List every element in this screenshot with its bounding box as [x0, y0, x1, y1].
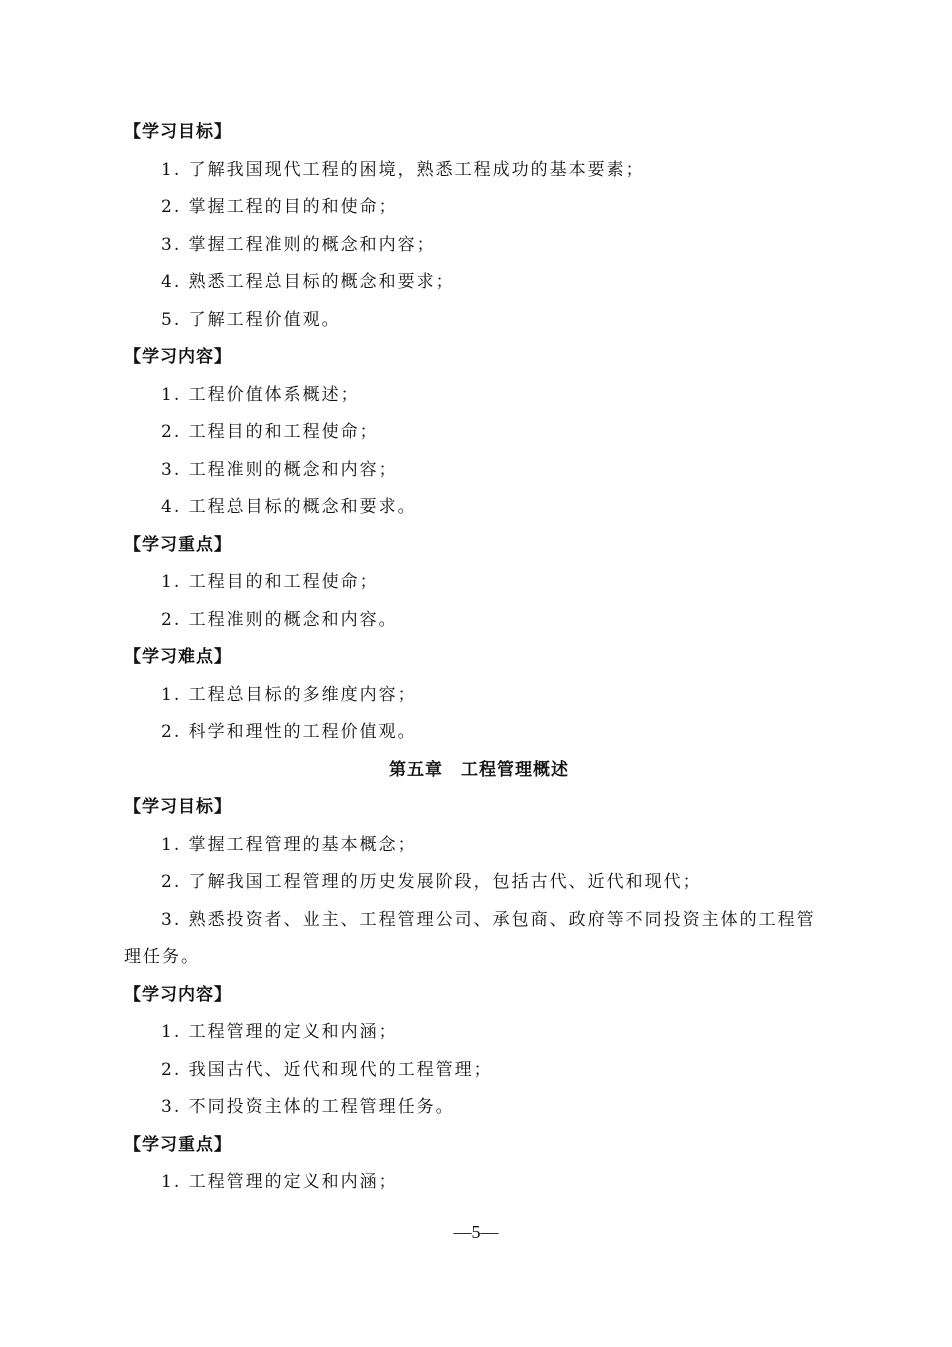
section-heading-objectives: 【学习目标】	[124, 797, 232, 817]
section-heading-objectives: 【学习目标】	[124, 122, 232, 142]
list-item: 3. 掌握工程准则的概念和内容；	[161, 234, 436, 255]
list-item: 2. 工程准则的概念和内容。	[161, 609, 398, 630]
section-heading-content: 【学习内容】	[124, 347, 232, 367]
list-item: 5. 了解工程价值观。	[161, 309, 341, 330]
list-item: 1. 工程管理的定义和内涵；	[161, 1022, 398, 1042]
list-item: 3. 工程准则的概念和内容；	[161, 459, 398, 480]
chapter-title: 第五章 工程管理概述	[389, 759, 569, 780]
section-heading-key-points: 【学习重点】	[124, 534, 232, 555]
list-item: 1. 工程总目标的多维度内容；	[161, 684, 417, 705]
page-content	[124, 114, 834, 1202]
section-heading-key-points: 【学习重点】	[124, 1134, 232, 1155]
list-item: 4. 工程总目标的概念和要求。	[161, 497, 417, 517]
list-item: 1. 了解我国现代工程的困境，熟悉工程成功的基本要素；	[161, 159, 645, 180]
page-number: —5—	[453, 1222, 499, 1242]
section-heading-difficulties: 【学习难点】	[124, 647, 232, 667]
list-item: 3. 熟悉投资者、业主、工程管理公司、承包商、政府等不同投资主体的工程管理任务。	[124, 909, 816, 967]
list-item: 1. 工程管理的定义和内涵；	[161, 1172, 398, 1192]
list-item: 4. 熟悉工程总目标的概念和要求；	[161, 272, 455, 292]
list-item: 1. 掌握工程管理的基本概念；	[161, 834, 417, 855]
list-item: 3. 不同投资主体的工程管理任务。	[161, 1097, 455, 1117]
list-item: 1. 工程价值体系概述；	[161, 384, 360, 405]
list-item: 2. 我国古代、近代和现代的工程管理；	[161, 1059, 493, 1080]
list-item: 2. 工程目的和工程使命；	[161, 422, 379, 442]
section-heading-content: 【学习内容】	[124, 984, 232, 1005]
list-item: 2. 了解我国工程管理的历史发展阶段，包括古代、近代和现代；	[161, 872, 702, 892]
list-item: 2. 科学和理性的工程价值观。	[161, 722, 417, 742]
list-item: 1. 工程目的和工程使命；	[161, 572, 379, 592]
list-item: 2. 掌握工程的目的和使命；	[161, 197, 398, 217]
